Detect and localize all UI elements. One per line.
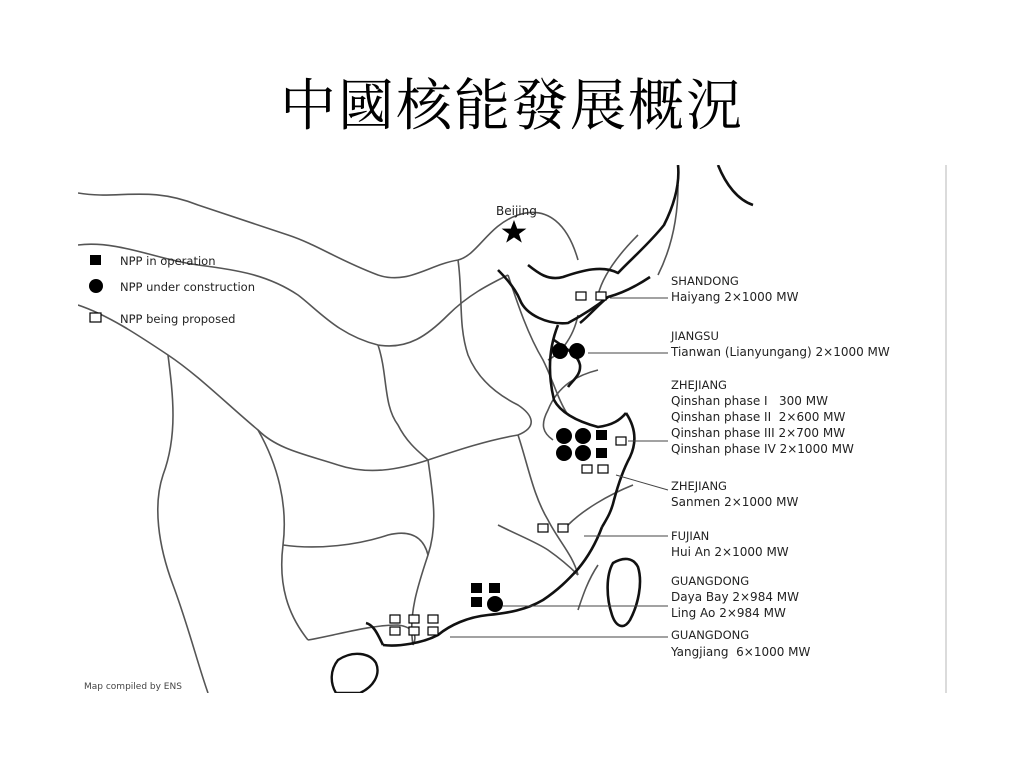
proposed-square-icon (409, 615, 419, 623)
legend (89, 254, 255, 326)
proposed-square-icon (390, 615, 400, 623)
proposed-square-icon (390, 627, 400, 635)
plant-detail: Yangjiang 6×1000 MW (671, 645, 811, 659)
plant-province: GUANGDONG (671, 574, 750, 588)
plant-detail: Daya Bay 2×984 MW (671, 590, 799, 604)
page-title: 中國核能發展概況 (280, 74, 744, 139)
plant-province: SHANDONG (671, 274, 739, 288)
operation-square-icon (471, 597, 482, 607)
operation-square-icon (596, 430, 607, 440)
taiwan-island (608, 559, 640, 626)
plant-province: JIANGSU (671, 329, 719, 343)
proposed-square-icon (538, 524, 548, 532)
plant-province: GUANGDONG (671, 628, 750, 642)
plant-markers (390, 292, 626, 635)
operation-square-icon (596, 448, 607, 458)
hainan-island (332, 654, 378, 693)
construction-circle-icon (556, 445, 572, 461)
proposed-square-icon (428, 615, 438, 623)
beijing-label: Beijing (496, 204, 537, 218)
construction-circle-icon (575, 428, 591, 444)
operation-square-icon (90, 255, 101, 265)
plant-labels (670, 274, 890, 659)
plant-detail: Sanmen 2×1000 MW (671, 495, 799, 509)
plant-province: ZHEJIANG (671, 479, 727, 493)
legend-proposed: NPP being proposed (120, 312, 236, 326)
plant-province: FUJIAN (671, 529, 710, 543)
construction-circle-icon (575, 445, 591, 461)
proposed-square-icon (409, 627, 419, 635)
construction-circle-icon (569, 343, 585, 359)
proposed-square-icon (428, 627, 438, 635)
plant-province: ZHEJIANG (671, 378, 727, 392)
proposed-square-icon (598, 465, 608, 473)
legend-construction: NPP under construction (120, 280, 255, 294)
operation-square-icon (471, 583, 482, 593)
construction-circle-icon (552, 343, 568, 359)
operation-square-icon (489, 583, 500, 593)
star-icon (502, 220, 527, 243)
china-nuclear-map (78, 165, 948, 693)
construction-circle-icon (89, 279, 103, 293)
plant-detail: Tianwan (Lianyungang) 2×1000 MW (671, 345, 890, 359)
plant-detail: Qinshan phase II 2×600 MW (671, 410, 846, 424)
construction-circle-icon (487, 596, 503, 612)
proposed-square-icon (558, 524, 568, 532)
map-credit: Map compiled by ENS (84, 682, 182, 692)
proposed-square-icon (576, 292, 586, 300)
plant-detail: Qinshan phase IV 2×1000 MW (671, 442, 854, 456)
plant-detail: Haiyang 2×1000 MW (671, 290, 799, 304)
proposed-square-icon (582, 465, 592, 473)
proposed-square-icon (90, 313, 101, 322)
plant-detail: Hui An 2×1000 MW (671, 545, 789, 559)
plant-detail: Ling Ao 2×984 MW (671, 606, 786, 620)
construction-circle-icon (556, 428, 572, 444)
legend-operation: NPP in operation (120, 254, 216, 268)
proposed-square-icon (616, 437, 626, 445)
map-svg (78, 165, 948, 693)
plant-detail: Qinshan phase III 2×700 MW (671, 426, 846, 440)
proposed-square-icon (596, 292, 606, 300)
plant-detail: Qinshan phase I 300 MW (671, 394, 828, 408)
